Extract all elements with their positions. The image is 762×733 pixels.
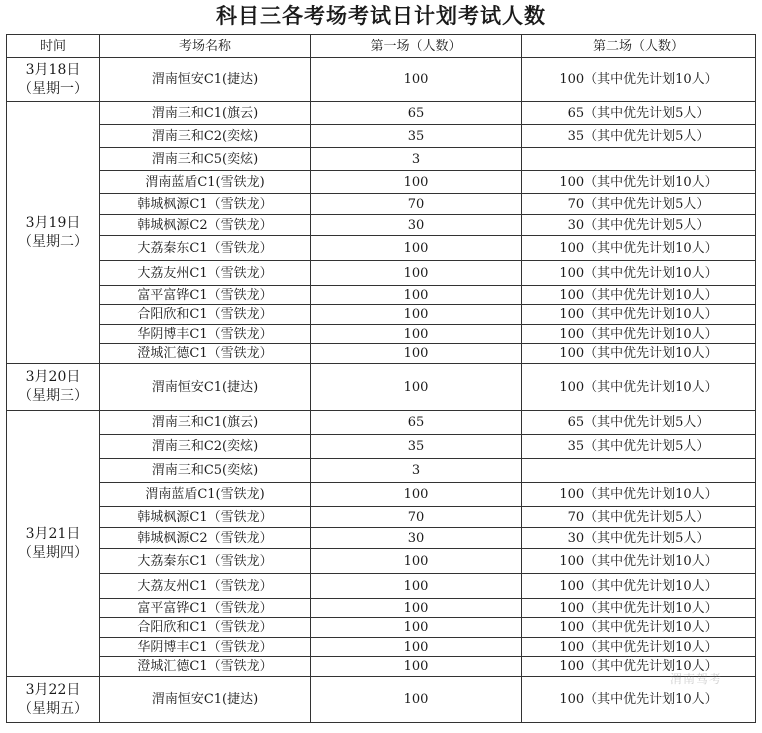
venue-cell: 渭南恒安C1(捷达): [100, 677, 311, 723]
first-session-cell: 30: [311, 528, 522, 549]
first-session-cell: 100: [311, 261, 522, 286]
weekday-label: （星期二）: [18, 233, 88, 250]
venue-cell: 渭南恒安C1(捷达): [100, 364, 311, 411]
first-session-cell: 100: [311, 657, 522, 677]
table-row: [7, 411, 756, 435]
first-session-cell: 100: [311, 549, 522, 574]
venue-cell: 富平富铧C1（雪铁龙）: [100, 286, 311, 305]
table-row: [7, 261, 756, 286]
date-label: 3月22日: [25, 681, 81, 698]
second-session-cell: 35（其中优先计划5人）: [522, 435, 756, 459]
first-session-cell: 70: [311, 507, 522, 528]
first-session-cell: 100: [311, 618, 522, 638]
venue-cell: 渭南三和C1(旗云): [100, 102, 311, 125]
table-row: [7, 194, 756, 215]
weekday-label: （星期五）: [18, 700, 88, 717]
date-cell: [7, 58, 100, 102]
document-title: 科目三各考场考试日计划考试人数: [216, 3, 546, 28]
table-row: [7, 364, 756, 411]
second-session-cell: 100（其中优先计划10人）: [522, 677, 756, 723]
table-row: [7, 286, 756, 305]
second-session-cell: 100（其中优先计划10人）: [522, 657, 756, 677]
header-first-session: 第一场（人数）: [311, 35, 522, 58]
date-cell: [7, 411, 100, 677]
venue-cell: 大荔友州C1（雪铁龙）: [100, 261, 311, 286]
weekday-label: （星期三）: [18, 388, 88, 404]
first-session-cell: 100: [311, 236, 522, 261]
weekday-label: （星期四）: [18, 544, 88, 561]
first-session-cell: 35: [311, 125, 522, 148]
weekday-label: （星期一）: [18, 80, 88, 97]
first-session-cell: 70: [311, 194, 522, 215]
second-session-cell: 100（其中优先计划10人）: [522, 171, 756, 194]
table-row: [7, 677, 756, 723]
venue-cell: 澄城汇德C1（雪铁龙）: [100, 657, 311, 677]
header-venue: 考场名称: [100, 35, 311, 58]
first-session-cell: 100: [311, 364, 522, 411]
second-session-cell: 100（其中优先计划10人）: [522, 574, 756, 599]
venue-cell: 华阴博丰C1（雪铁龙）: [100, 325, 311, 344]
second-session-cell: [522, 148, 756, 171]
second-session-cell: 30（其中优先计划5人）: [522, 528, 756, 549]
first-session-cell: 3: [311, 459, 522, 483]
first-session-cell: 100: [311, 599, 522, 618]
second-session-cell: 100（其中优先计划10人）: [522, 364, 756, 411]
venue-cell: 华阴博丰C1（雪铁龙）: [100, 638, 311, 657]
second-session-cell: 65（其中优先计划5人）: [522, 102, 756, 125]
table-row: [7, 599, 756, 618]
second-session-cell: 100（其中优先计划10人）: [522, 344, 756, 364]
second-session-cell: 100（其中优先计划10人）: [522, 58, 756, 102]
table-row: [7, 618, 756, 638]
first-session-cell: 35: [311, 435, 522, 459]
second-session-cell: 100（其中优先计划10人）: [522, 549, 756, 574]
venue-cell: 大荔秦东C1（雪铁龙）: [100, 549, 311, 574]
date-label: 3月19日: [25, 214, 81, 231]
second-session-cell: 100（其中优先计划10人）: [522, 483, 756, 507]
venue-cell: 韩城枫源C1（雪铁龙）: [100, 194, 311, 215]
first-session-cell: 100: [311, 305, 522, 325]
table-row: [7, 148, 756, 171]
exam-schedule-table: [6, 34, 756, 723]
table-row: [7, 125, 756, 148]
first-session-cell: 100: [311, 344, 522, 364]
first-session-cell: 100: [311, 677, 522, 723]
table-row: [7, 528, 756, 549]
venue-cell: 渭南三和C2(奕炫): [100, 125, 311, 148]
second-session-cell: 30（其中优先计划5人）: [522, 215, 756, 236]
table-row: [7, 574, 756, 599]
venue-cell: 大荔友州C1（雪铁龙）: [100, 574, 311, 599]
second-session-cell: 70（其中优先计划5人）: [522, 507, 756, 528]
date-cell: [7, 677, 100, 723]
date-cell: [7, 364, 100, 411]
date-label: 3月21日: [25, 525, 81, 542]
first-session-cell: 100: [311, 286, 522, 305]
venue-cell: 渭南三和C5(奕炫): [100, 148, 311, 171]
first-session-cell: 30: [311, 215, 522, 236]
venue-cell: 韩城枫源C2（雪铁龙）: [100, 215, 311, 236]
second-session-cell: 100（其中优先计划10人）: [522, 618, 756, 638]
venue-cell: 韩城枫源C2（雪铁龙）: [100, 528, 311, 549]
venue-cell: 韩城枫源C1（雪铁龙）: [100, 507, 311, 528]
table-row: [7, 483, 756, 507]
venue-cell: 渭南恒安C1(捷达): [100, 58, 311, 102]
table-row: [7, 459, 756, 483]
venue-cell: 渭南三和C5(奕炫): [100, 459, 311, 483]
second-session-cell: 100（其中优先计划10人）: [522, 261, 756, 286]
table-row: [7, 507, 756, 528]
venue-cell: 渭南蓝盾C1(雪铁龙): [100, 171, 311, 194]
watermark: 渭南驾考: [669, 672, 722, 686]
second-session-cell: 35（其中优先计划5人）: [522, 125, 756, 148]
second-session-cell: 100（其中优先计划10人）: [522, 286, 756, 305]
first-session-cell: 100: [311, 171, 522, 194]
table-row: [7, 58, 756, 102]
venue-cell: 澄城汇德C1（雪铁龙）: [100, 344, 311, 364]
table-row: [7, 215, 756, 236]
venue-cell: 大荔秦东C1（雪铁龙）: [100, 236, 311, 261]
first-session-cell: 100: [311, 574, 522, 599]
date-cell: [7, 102, 100, 364]
table-row: [7, 325, 756, 344]
second-session-cell: 100（其中优先计划10人）: [522, 305, 756, 325]
table-row: [7, 236, 756, 261]
first-session-cell: 100: [311, 638, 522, 657]
first-session-cell: 100: [311, 325, 522, 344]
first-session-cell: 3: [311, 148, 522, 171]
first-session-cell: 65: [311, 102, 522, 125]
table-row: [7, 549, 756, 574]
second-session-cell: [522, 459, 756, 483]
first-session-cell: 100: [311, 58, 522, 102]
venue-cell: 富平富铧C1（雪铁龙）: [100, 599, 311, 618]
second-session-cell: 100（其中优先计划10人）: [522, 599, 756, 618]
header-second-session: 第二场（人数）: [522, 35, 756, 58]
venue-cell: 合阳欣和C1（雪铁龙）: [100, 618, 311, 638]
date-label: 3月20日: [25, 369, 81, 385]
table-row: [7, 657, 756, 677]
venue-cell: 渭南蓝盾C1(雪铁龙): [100, 483, 311, 507]
second-session-cell: 65（其中优先计划5人）: [522, 411, 756, 435]
table-body: [7, 58, 756, 723]
first-session-cell: 65: [311, 411, 522, 435]
venue-cell: 合阳欣和C1（雪铁龙）: [100, 305, 311, 325]
table-row: [7, 344, 756, 364]
second-session-cell: 100（其中优先计划10人）: [522, 325, 756, 344]
second-session-cell: 100（其中优先计划10人）: [522, 638, 756, 657]
first-session-cell: 100: [311, 483, 522, 507]
venue-cell: 渭南三和C2(奕炫): [100, 435, 311, 459]
second-session-cell: 100（其中优先计划10人）: [522, 236, 756, 261]
table-row: [7, 171, 756, 194]
table-row: [7, 638, 756, 657]
table-row: [7, 435, 756, 459]
table-header-row: [7, 35, 756, 58]
header-time: 时间: [7, 35, 100, 58]
table-row: [7, 305, 756, 325]
date-label: 3月18日: [25, 61, 81, 78]
table-row: [7, 102, 756, 125]
second-session-cell: 70（其中优先计划5人）: [522, 194, 756, 215]
venue-cell: 渭南三和C1(旗云): [100, 411, 311, 435]
